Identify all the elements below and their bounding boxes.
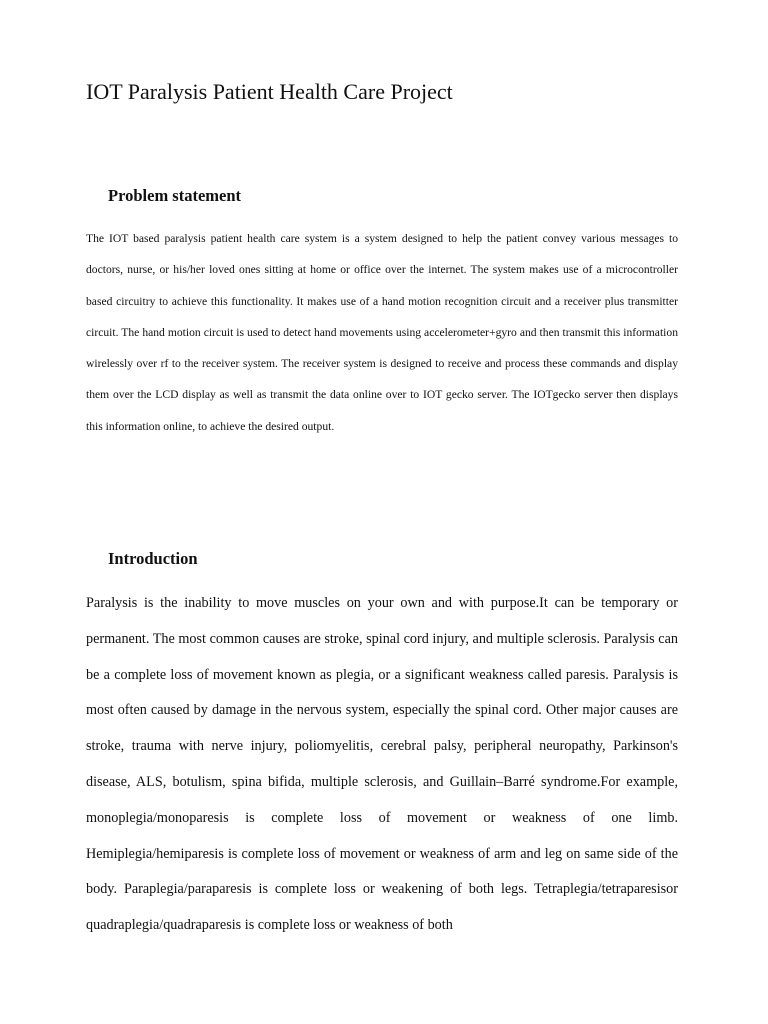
introduction-heading: Introduction bbox=[108, 549, 198, 568]
problem-statement-paragraph: The IOT based paralysis patient health care system is a system designed to help the patient convey various messages to doctors, nurse, or his/her loved ones sitting at home or office over the internet. The system makes use of a microcontroller based circuitry to achieve this functionality. It makes use of a hand motion recognition circuit and a receiver plus transmitter circuit. The hand motion circuit is used to detect hand movements using accelerometer+gyro and then transmit this information wirelessly over rf to the receiver system. The receiver system is designed to receive and process these commands and display them over the LCD display as well as transmit the data online over to IOT gecko server. The IOTgecko server then displays this information online, to achieve the desired output. bbox=[86, 232, 678, 433]
problem-statement-heading: Problem statement bbox=[108, 186, 242, 205]
document-title: IOT Paralysis Patient Health Care Project bbox=[86, 79, 453, 104]
introduction-paragraph: Paralysis is the inability to move muscles on your own and with purpose.It can be temporary or permanent. The most common causes are stroke, spinal cord injury, and multiple sclerosis. Paralysis can be a complete loss of movement known as plegia, or a significant weakness called paresis. Paralysis is most often caused by damage in the nervous system, especially the spinal cord. Other major causes are stroke, trauma with nerve injury, poliomyelitis, cerebral palsy, peripheral neuropathy, Parkinson's disease, ALS, botulism, spina bifida, multiple sclerosis, and Guillain–Barré syndrome.For example, monoplegia/monoparesis is complete loss of movement or weakness of one limb. Hemiplegia/hemiparesis is complete loss of movement or weakness of arm and leg on same side of the body. Paraplegia/paraparesis is complete loss or weakening of both legs. Tetraplegia/tetraparesisor quadraplegia/quadraparesis is complete loss or weakness of both bbox=[86, 595, 678, 934]
